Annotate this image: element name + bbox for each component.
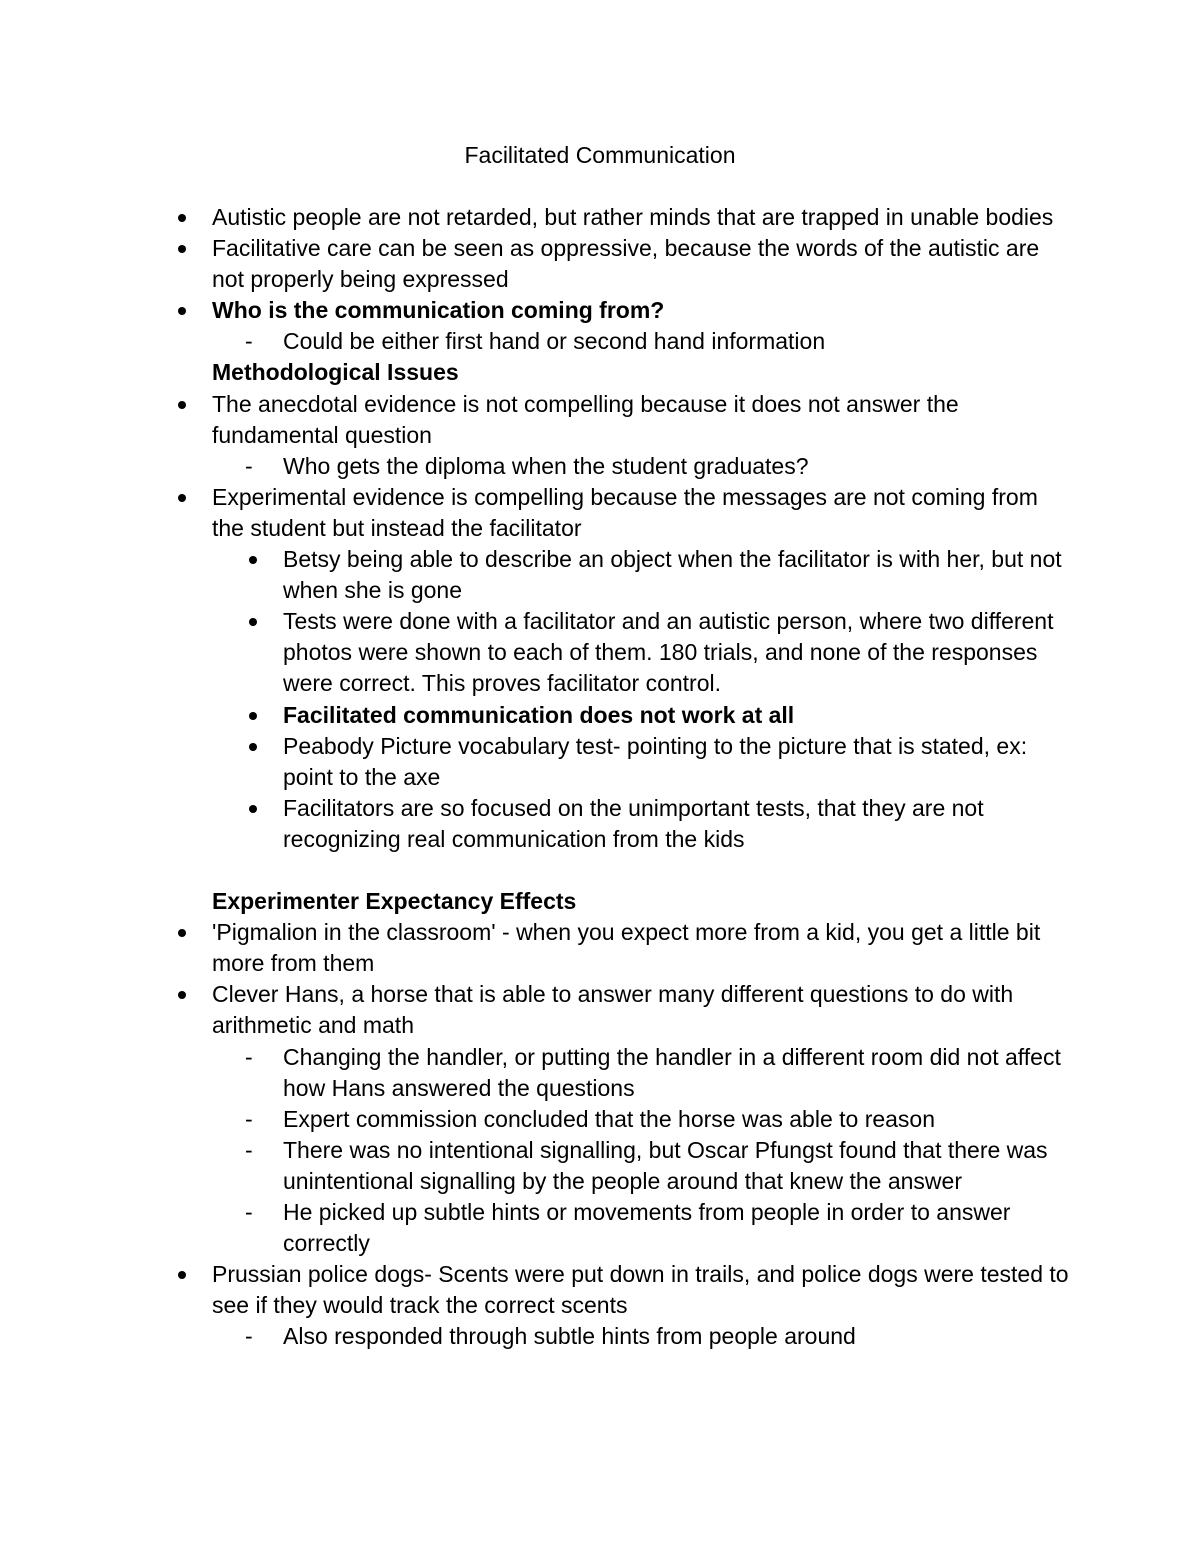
item-text: Changing the handler, or putting the handler in a different room did not affect how Hans answered the questions [283,1043,1061,1101]
dash-marker: - [245,328,253,355]
dash-marker: - [245,1105,253,1132]
item-text: There was no intentional signalling, but Oscar Pfungst found that there was unintentional signalling by the people around that knew the answer [283,1136,1048,1194]
document-title: Facilitated Communication [464,142,736,168]
list-item [0,700,1073,731]
list-item [0,326,1073,357]
list-item [0,606,1073,699]
item-text: Could be either first hand or second hand information [283,328,826,355]
section-heading [0,357,1072,388]
list-item [0,731,1073,793]
item-text: Clever Hans, a horse that is able to answer many different questions to do with arithmetic and math [212,981,1014,1039]
list-item [0,482,1072,544]
list-item [0,544,1073,606]
list-item [0,451,1073,482]
item-text: Betsy being able to describe an object when the facilitator is with her, but not when she is gone [283,546,1062,604]
item-text: Experimental evidence is compelling because the messages are not coming from the student but instead the facilitator [212,483,1038,541]
item-text: Experimenter Expectancy Effects [212,888,577,915]
list-item [0,389,1072,451]
dash-marker: - [245,1199,253,1225]
item-text: Who gets the diploma when the student graduates? [283,452,809,479]
item-text: Expert commission concluded that the horse was able to reason [283,1105,936,1132]
list-item [0,1259,1072,1321]
list-item [0,295,1072,326]
list-item [0,793,1073,855]
list-item [0,1197,1073,1259]
item-text: Peabody Picture vocabulary test- pointing to the picture that is stated, ex: point to the axe [283,732,1028,790]
item-text: The anecdotal evidence is not compelling because it does not answer the fundamental question [212,390,959,448]
dash-marker: - [245,1136,253,1163]
list-item [0,1042,1073,1104]
list-item [0,979,1072,1041]
item-text: Also responded through subtle hints from people around [283,1323,856,1350]
item-text: 'Pigmalion in the classroom' - when you expect more from a kid, you get a little bit more from them [212,919,1041,977]
item-text: Methodological Issues [212,359,459,386]
list-item [0,233,1072,295]
item-text: Facilitative care can be seen as oppressive, because the words of the autistic are not properly being expressed [212,235,1040,293]
item-text: Tests were done with a facilitator and an autistic person, where two different photos were shown to each of them. 180 trials, and none of the responses were correct. This proves facilitator control. [283,608,1054,697]
blank-line [0,855,1200,886]
item-text: Who is the communication coming from? [212,297,665,324]
list-item [0,202,1072,233]
item-text: Autistic people are not retarded, but rather minds that are trapped in unable bodies [212,204,1054,230]
item-text: Facilitators are so focused on the unimportant tests, that they are not recognizing real communication from the kids [283,794,984,852]
dash-marker: - [245,452,253,479]
dash-marker: - [245,1323,253,1350]
dash-marker: - [245,1043,253,1070]
section-heading [0,886,1072,917]
item-text: He picked up subtle hints or movements from people in order to answer correctly [283,1199,1011,1257]
item-text: Prussian police dogs- Scents were put down in trails, and police dogs were tested to see if they would track the correct scents [212,1261,1069,1319]
list-item [0,1104,1073,1135]
list-item [0,1135,1073,1197]
list-item [0,1321,1073,1352]
item-text: Facilitated communication does not work at all [283,701,795,728]
list-item [0,917,1072,979]
document-body [0,202,1200,1352]
